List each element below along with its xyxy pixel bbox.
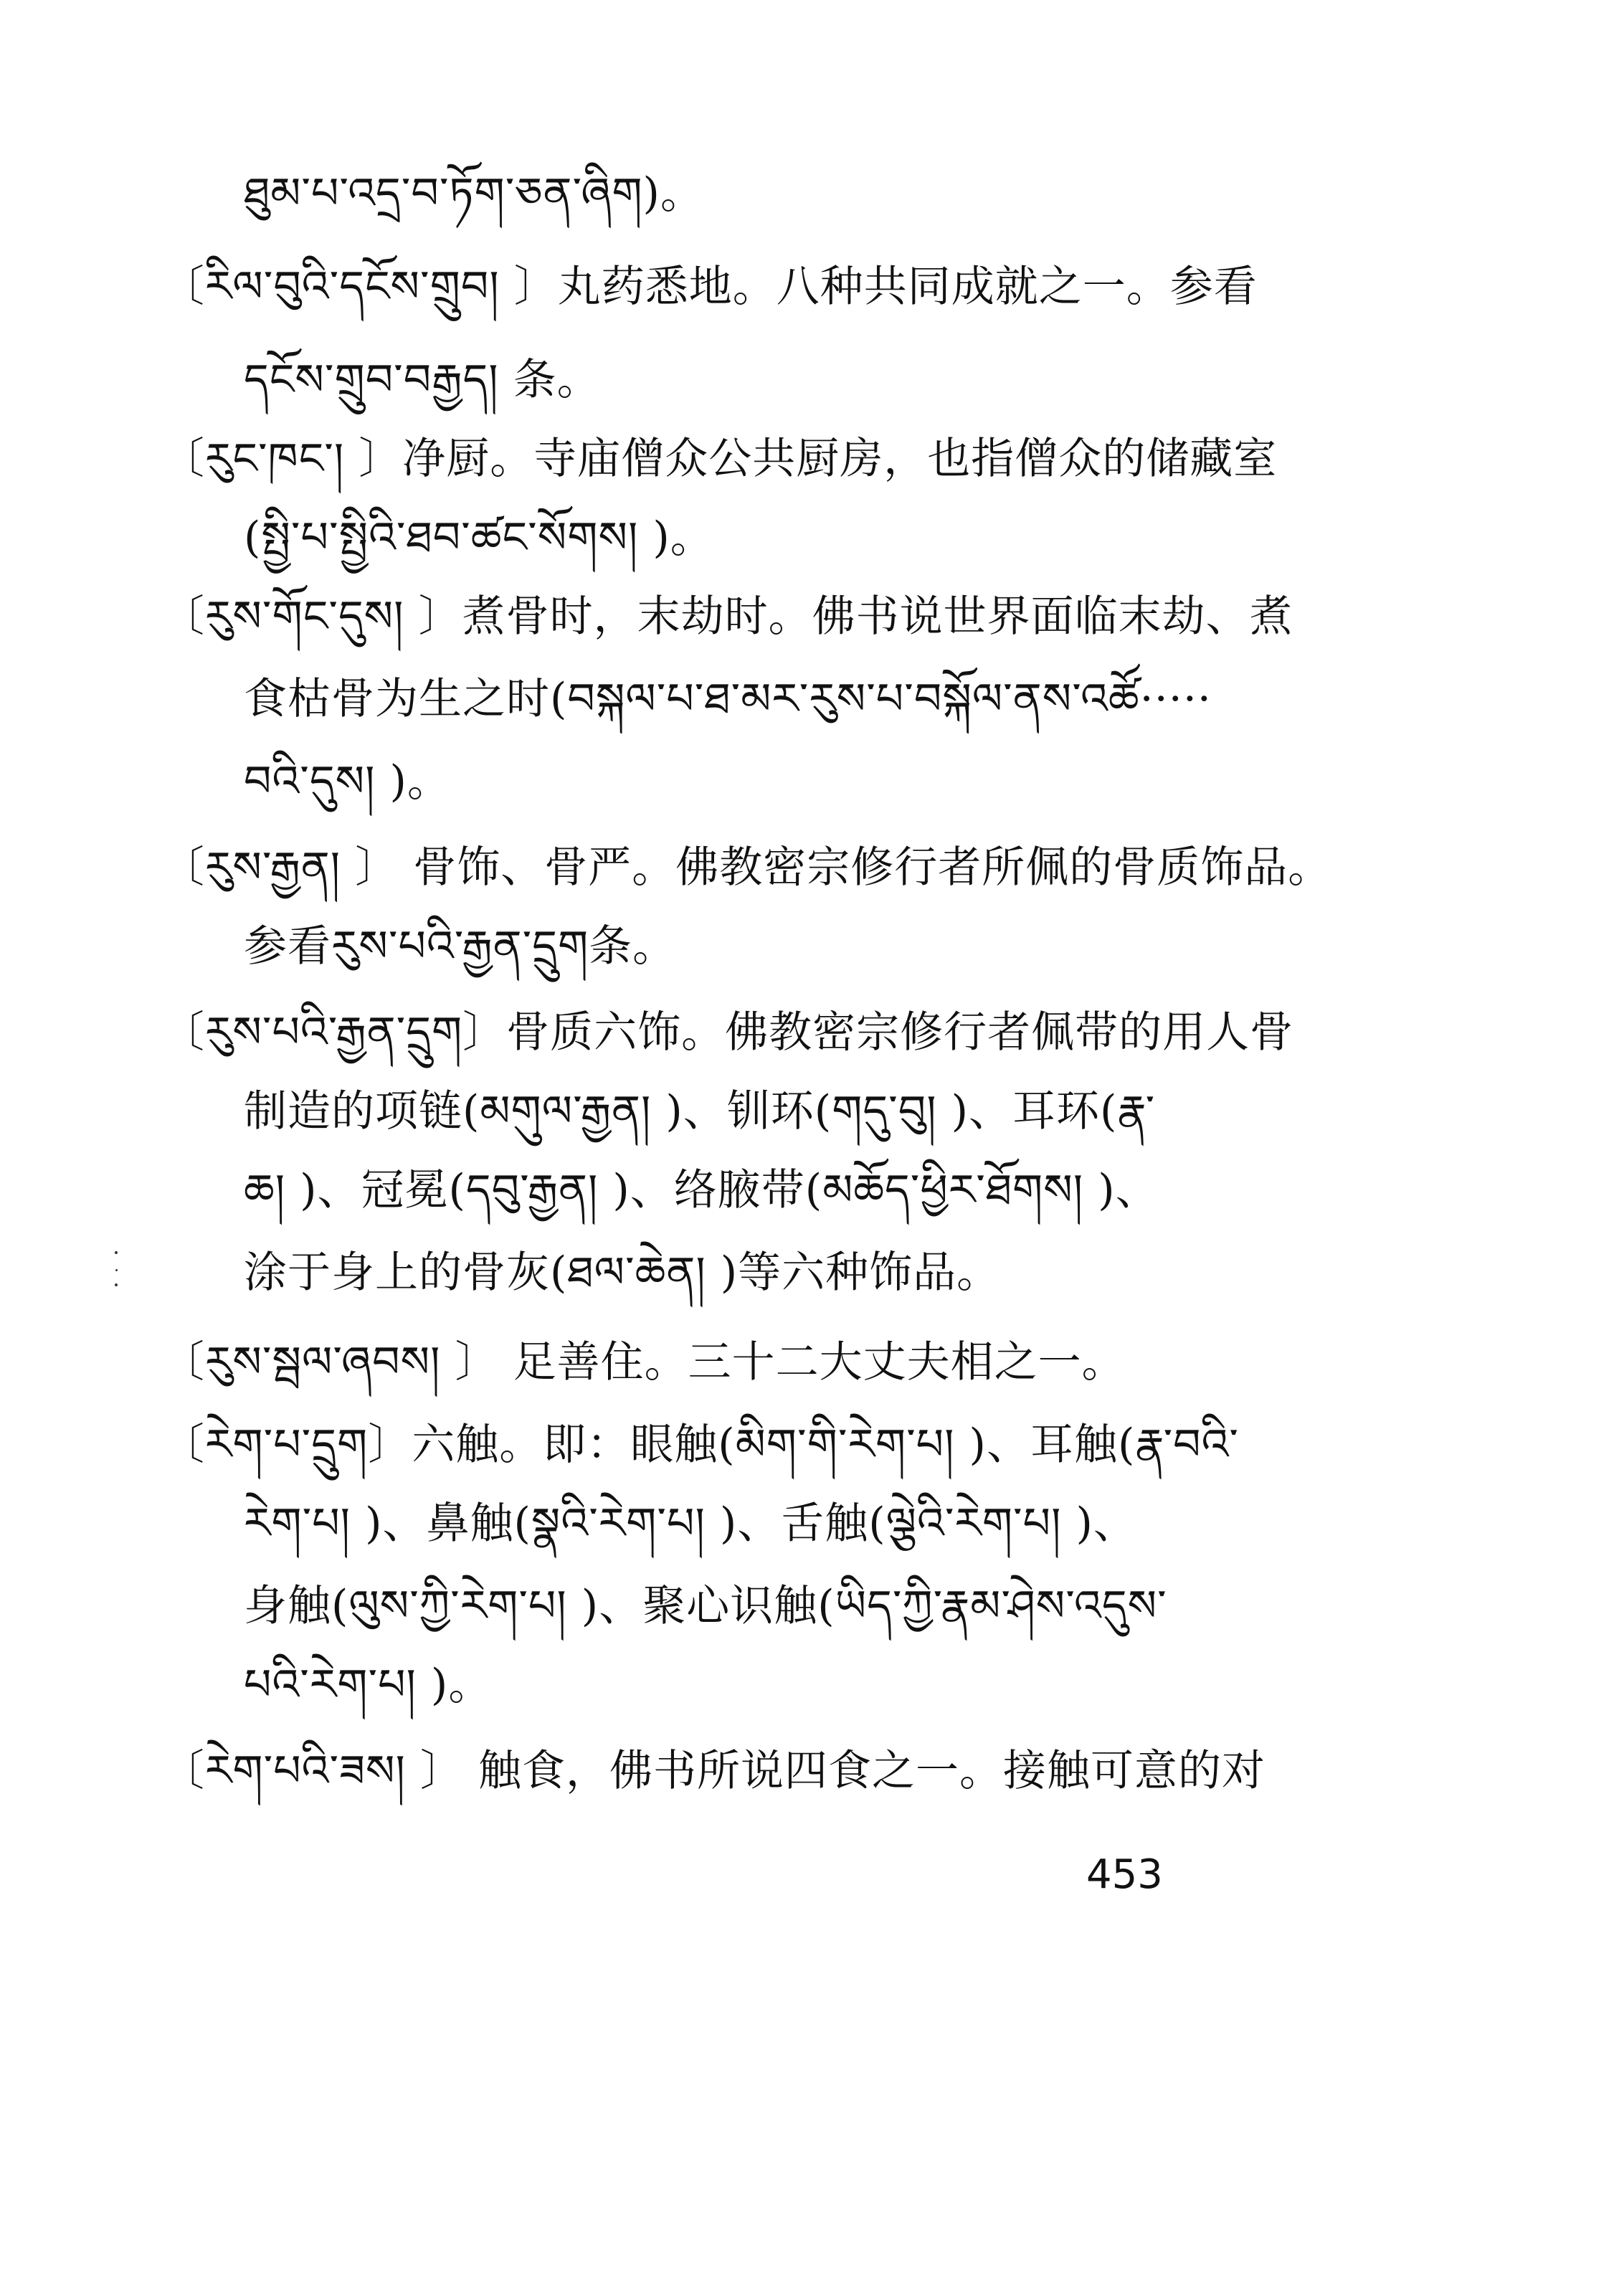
- entry-line: དངོས་གྲུབ་བརྒྱད། 条。: [244, 355, 601, 405]
- page-number: 453: [1086, 1851, 1163, 1898]
- entry-line: (སྤྱི་པ་སྤྱིའི་ཐབ་ཚང་སོགས། )。: [244, 513, 714, 563]
- entry-line: རེག་པ། )、鼻触(སྣའི་རེག་པ། )、舌触(ལྕེའི་རེག་པ། )、: [244, 1499, 1137, 1549]
- entry-line: 身触(ལུས་ཀྱི་རེག་པ། )、聚心识触(ཡིད་ཀྱི་རྣམ་ཤེས་འདུས་: [244, 1581, 1167, 1631]
- entry-line: 〔རུས་སྦལ་ཞབས། 〕 足善住。三十二大丈夫相之一。: [161, 1337, 1126, 1387]
- scan-speck: [115, 1283, 118, 1286]
- entry-line: 〔རུས་པའི་རྒྱན་དྲུག〕骨质六饰。佛教密宗修行者佩带的用人骨: [161, 1007, 1294, 1058]
- entry-line: 〔རུས་གོང་དུས། 〕煮骨时，末劫时。佛书说世界面临末劫、煮: [161, 592, 1293, 642]
- scan-speck: [115, 1251, 118, 1254]
- entry-line: 〔རིལ་བུའི་དངོས་གྲུབ། 〕丸药悉地。八种共同成就之一。参看: [161, 262, 1258, 312]
- entry-line: 涂于身上的骨灰(ཐལ་ཆེན། )等六种饰品。: [244, 1248, 1001, 1298]
- entry-line: ཆ། )、冠冕(དབུ་རྒྱན། )、络腋带(མཆོད་ཕྱིར་ཐོགས། )、: [244, 1165, 1159, 1215]
- entry-line: 〔རུས་རྒྱན། 〕 骨饰、骨严。佛教密宗修行者所佩的骨质饰品。: [161, 842, 1332, 893]
- entry-line: ཐུམ་པ་འདྲ་བ་ཏོག་ཅན་ཞིག)。: [244, 168, 704, 219]
- scan-speck: [115, 1269, 118, 1271]
- entry-line: 参看རུས་པའི་རྒྱན་དྲུག条。: [244, 921, 677, 972]
- entry-line: 制造的项链(མགུལ་རྒྱན། )、钏环(གདུ་བུ། )、耳环(རྣ་: [244, 1086, 1156, 1136]
- entry-line: 食枯骨为生之时(བསྐལ་པ་ཐ་མར་རུས་པ་བསྐོལ་ནས་འཚོ·····: [244, 674, 1212, 724]
- entry-line: བའི་དུས། )。: [244, 756, 451, 807]
- entry-line: 〔རུང་ཁང་། 〕净厨。寺庙僧众公共厨房，也指僧众的储藏室: [161, 434, 1278, 484]
- entry-line: 〔རེག་པའི་ཟས། 〕 触食，佛书所说四食之一。接触可意的对: [161, 1746, 1266, 1796]
- entry-line: 〔རེག་པ་དྲུག〕六触。即：眼触(མིག་གི་རེག་པ། )、耳触(རྣ་བའི་: [161, 1420, 1240, 1470]
- entry-line: པའི་རེག་པ། )。: [244, 1660, 493, 1710]
